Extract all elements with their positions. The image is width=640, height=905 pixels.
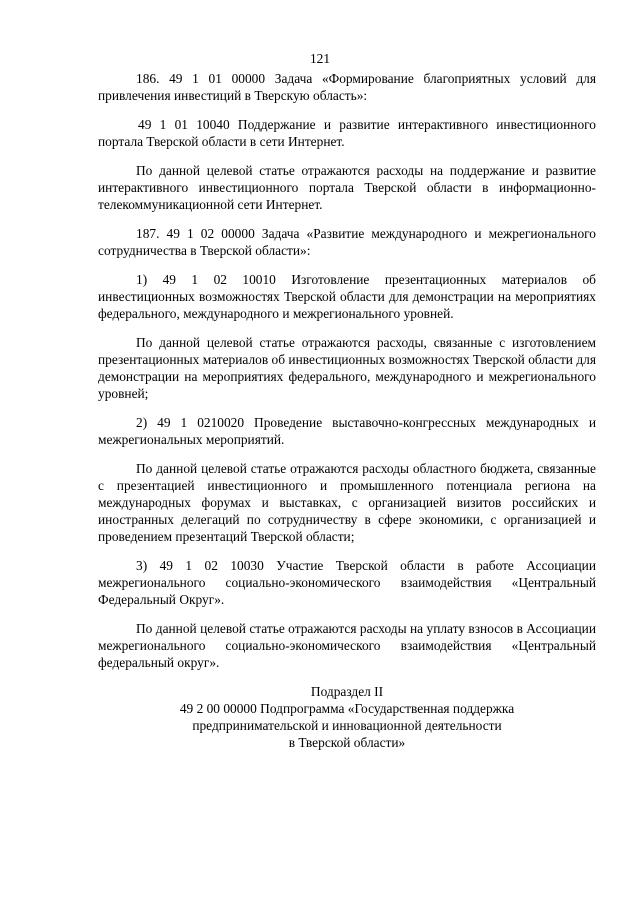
- paragraph-description-10010: По данной целевой статье отражаются расходы, связанные с изготовлением презентационных материалов об инвестиционных возможностях Тверской области для демонстрации на мероприятиях федерального, международного и межрегионального уровней;: [98, 335, 596, 401]
- subsection-heading: [98, 683, 596, 751]
- subprogram-title-line2: предпринимательской и инновационной деятельности: [192, 718, 502, 733]
- subprogram-title-line1: 49 2 00 00000 Подпрограмма «Государственная поддержка: [179, 701, 515, 716]
- subsection-title: Подраздел II: [310, 684, 384, 699]
- subprogram-title-line3: в Тверской области»: [288, 735, 406, 750]
- page-number: 121: [309, 51, 331, 66]
- paragraph-item-10040: 49 1 01 10040 Поддержание и развитие интерактивного инвестиционного портала Тверской области в сети Интернет.: [98, 117, 596, 149]
- paragraph-description-10040: По данной целевой статье отражаются расходы на поддержание и развитие интерактивного инвестиционного портала Тверской области в информационно-телекоммуникационной сети Интернет.: [98, 163, 596, 212]
- paragraph-task-186: 186. 49 1 01 00000 Задача «Формирование благоприятных условий для привлечения инвестиций в Тверскую область»:: [98, 71, 596, 103]
- paragraph-description-10020: По данной целевой статье отражаются расходы областного бюджета, связанные с презентацией инвестиционного и промышленного потенциала региона на международных форумах и выставках, с организацией визитов российских и иностранных делегаций по сотрудничеству в сфере экономики, с организацией и проведением презентаций Тверской области;: [98, 461, 596, 544]
- document-body: [98, 70, 596, 751]
- paragraph-task-187: 187. 49 1 02 00000 Задача «Развитие международного и межрегионального сотрудничества в Тверской области»:: [98, 226, 596, 258]
- paragraph-description-10030: По данной целевой статье отражаются расходы на уплату взносов в Ассоциации межрегионального социально-экономического взаимодействия «Центральный федеральный округ».: [98, 621, 596, 670]
- paragraph-item-10030: 3) 49 1 02 10030 Участие Тверской области в работе Ассоциации межрегионального социально-экономического взаимодействия «Центральный Федеральный Округ».: [98, 558, 596, 607]
- paragraph-item-10020: 2) 49 1 0210020 Проведение выставочно-конгрессных международных и межрегиональных мероприятий.: [98, 415, 596, 447]
- paragraph-item-10010: 1) 49 1 02 10010 Изготовление презентационных материалов об инвестиционных возможностях Тверской области для демонстрации на мероприятиях федерального, международного и межрегионального уровней.: [98, 272, 596, 321]
